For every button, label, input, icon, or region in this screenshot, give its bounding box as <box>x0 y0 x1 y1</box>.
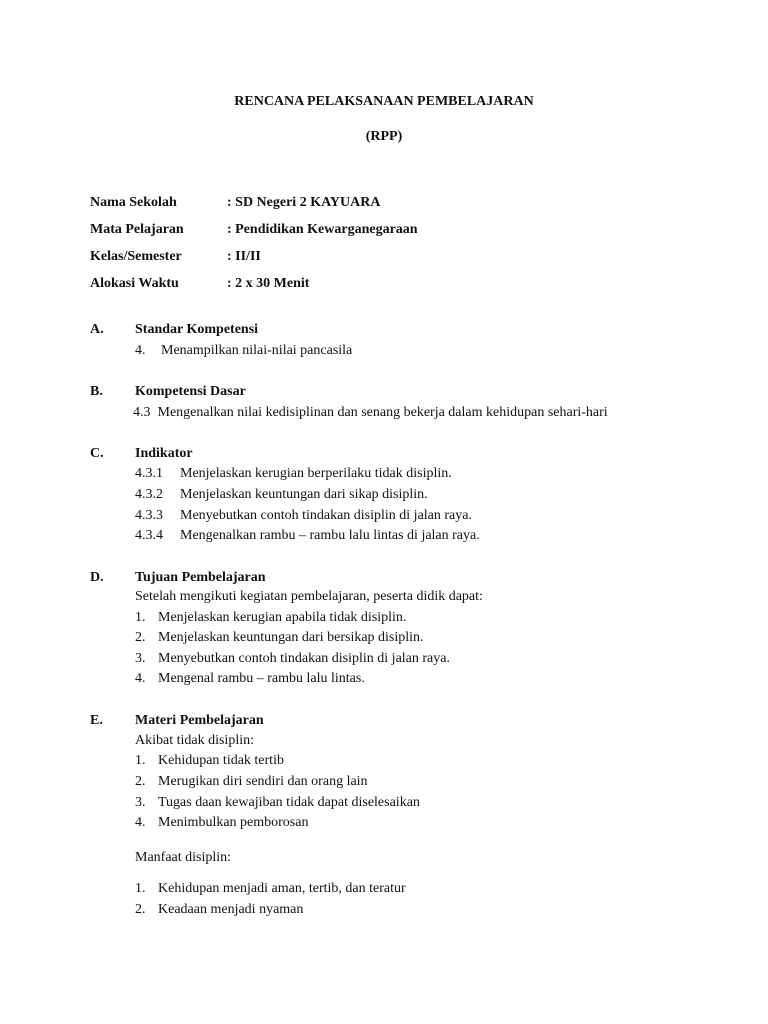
section-d-title: Tujuan Pembelajaran <box>135 570 266 585</box>
section-a-item-text: Menampilkan nilai-nilai pancasila <box>161 343 353 358</box>
section-c-letter: C. <box>90 446 104 461</box>
section-e-title: Materi Pembelajaran <box>135 713 264 728</box>
section-e-intro2: Manfaat disiplin: <box>135 850 232 865</box>
list-item-text: Menjelaskan kerugian apabila tidak disiplin. <box>158 610 407 625</box>
indicator-num: 4.3.3 <box>135 508 163 523</box>
section-d-intro: Setelah mengikuti kegiatan pembelajaran, peserta didik dapat: <box>135 589 483 604</box>
list-item-text: Mengenal rambu – rambu lalu lintas. <box>158 671 365 686</box>
list-item-num: 1. <box>135 753 146 768</box>
indicator-text: Mengenalkan rambu – rambu lalu lintas di jalan raya. <box>180 528 480 543</box>
list-item-text: Menyebutkan contoh tindakan disiplin di jalan raya. <box>158 651 450 666</box>
indicator-num: 4.3.2 <box>135 487 163 502</box>
list-item-text: Tugas daan kewajiban tidak dapat diselesaikan <box>158 795 420 810</box>
list-item-text: Kehidupan menjadi aman, tertib, dan teratur <box>158 881 406 896</box>
indicator-text: Menjelaskan kerugian berperilaku tidak disiplin. <box>180 466 452 481</box>
section-d-letter: D. <box>90 570 104 585</box>
list-item-num: 4. <box>135 815 146 830</box>
list-item-text: Merugikan diri sendiri dan orang lain <box>158 774 368 789</box>
identity-value-school: : SD Negeri 2 KAYUARA <box>227 195 381 210</box>
section-e-letter: E. <box>90 713 103 728</box>
section-e-intro: Akibat tidak disiplin: <box>135 733 254 748</box>
list-item-num: 2. <box>135 630 146 645</box>
section-a-letter: A. <box>90 322 104 337</box>
identity-label-time: Alokasi Waktu <box>90 276 179 291</box>
list-item-num: 2. <box>135 902 146 917</box>
document-subtitle: (RPP) <box>365 129 403 144</box>
list-item-num: 1. <box>135 610 146 625</box>
section-b-letter: B. <box>90 384 103 399</box>
list-item-num: 3. <box>135 795 146 810</box>
section-b-title: Kompetensi Dasar <box>135 384 246 399</box>
list-item-num: 4. <box>135 671 146 686</box>
list-item-num: 1. <box>135 881 146 896</box>
indicator-num: 4.3.1 <box>135 466 163 481</box>
indicator-text: Menyebutkan contoh tindakan disiplin di jalan raya. <box>180 508 472 523</box>
section-a-title: Standar Kompetensi <box>135 322 259 337</box>
indicator-num: 4.3.4 <box>135 528 163 543</box>
section-a-item-num: 4. <box>135 343 146 358</box>
document-title: RENCANA PELAKSANAAN PEMBELAJARAN <box>234 94 534 109</box>
identity-value-time: : 2 x 30 Menit <box>227 276 310 291</box>
identity-label-class: Kelas/Semester <box>90 249 182 264</box>
identity-value-subject: : Pendidikan Kewarganegaraan <box>227 222 418 237</box>
list-item-text: Keadaan menjadi nyaman <box>158 902 304 917</box>
identity-value-class: : II/II <box>227 249 261 264</box>
list-item-text: Kehidupan tidak tertib <box>158 753 284 768</box>
identity-label-subject: Mata Pelajaran <box>90 222 184 237</box>
list-item-text: Menjelaskan keuntungan dari bersikap disiplin. <box>158 630 424 645</box>
list-item-num: 2. <box>135 774 146 789</box>
section-b-line: 4.3 Mengenalkan nilai kedisiplinan dan senang bekerja dalam kehidupan sehari-hari <box>133 405 608 420</box>
section-c-title: Indikator <box>135 446 193 461</box>
list-item-text: Menimbulkan pemborosan <box>158 815 309 830</box>
indicator-text: Menjelaskan keuntungan dari sikap disiplin. <box>180 487 428 502</box>
list-item-num: 3. <box>135 651 146 666</box>
identity-label-school: Nama Sekolah <box>90 195 177 210</box>
